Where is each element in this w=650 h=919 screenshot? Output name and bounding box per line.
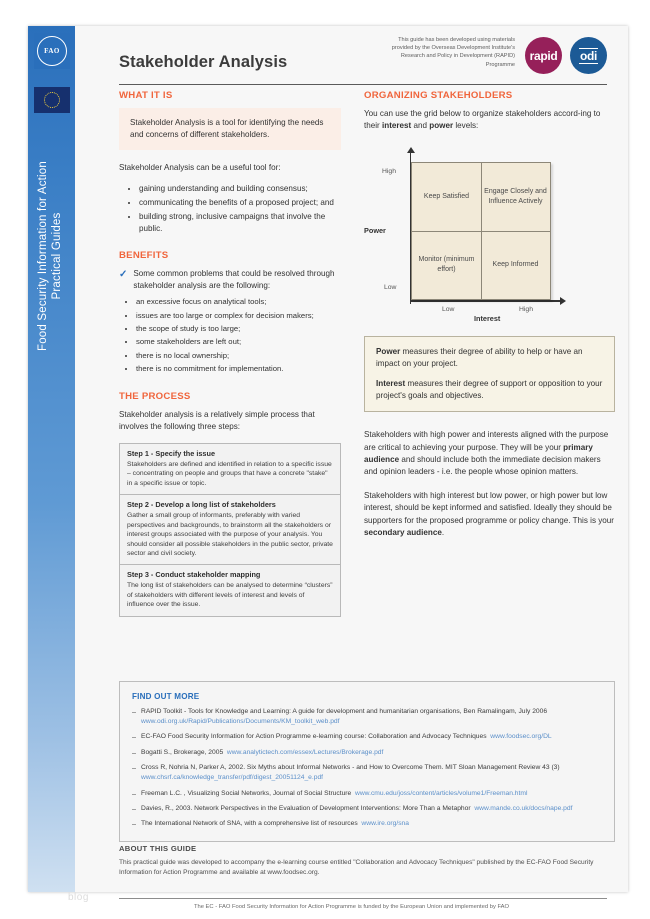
what-it-is-bullet-list [119,183,341,236]
definitions-box [364,336,615,412]
reference-link[interactable]: www.ire.org/sna [361,820,409,828]
definition-callout: Stakeholder Analysis is a tool for identifying the needs and concerns of different stakeholders. [119,108,341,150]
reference-link[interactable]: www.odi.org.uk/Rapid/Publications/Documents/KM_toolkit_web.pdf [141,718,340,726]
eu-stars-icon [44,92,60,108]
audience-paragraph-1 [364,429,615,478]
organizing-intro-e: levels: [453,121,479,131]
grid-x-axis [411,300,560,301]
grid-x-axis-label: Interest [474,314,501,324]
list-item [132,748,602,758]
grid-y-tick-high: High [382,168,396,176]
grid-x-tick-high: High [519,306,533,314]
step-text: The long list of stakeholders can be analysed to determine “clusters” of stakeholders with different levels of interest and levels of influence over the issue. [127,582,333,609]
step-text: Gather a small group of informants, preferably with varied perspectives and backgrounds, to brainstorm all the stakeholders or interest groups associated with the purpose of your analysis. You should consider all possible stakeholders in the public sector, private sector and civil society. [127,512,333,557]
list-item: • some stakeholders are left out; [136,336,341,348]
list-item: • the scope of study is too large; [136,323,341,335]
audience-p2-a: Stakeholders with high interest but low power, or high power but low interest, should be kept informed and satisfied. Ideally they should be supporters for the proposed programme or policy change. This is your [364,491,614,525]
dash-bullet-icon: – [132,788,136,798]
list-item: • there is no local ownership; [136,350,341,362]
dash-bullet-icon: – [132,763,136,773]
reference-text: Davies, R., 2003. Network Perspectives in the Evaluation of Development Interventions: More Than a Metaphor [141,805,471,813]
list-item [132,707,602,727]
reference-link[interactable]: www.analytictech.com/essex/Lectures/Brokerage.pdf [226,748,384,756]
check-icon: ✓ [119,268,128,280]
about-this-guide [119,844,615,877]
blog-watermark: blog [68,892,89,903]
reference-text: The International Network of SNA, with a comprehensive list of resources [141,820,358,828]
reference-link[interactable]: www.mande.co.uk/docs/nape.pdf [474,805,573,813]
list-item [132,789,602,799]
audience-secondary-term: secondary audience [364,527,442,537]
definition-power-term: Power [376,347,401,357]
definition-power [376,346,603,370]
dash-bullet-icon: – [132,819,136,829]
organizing-intro-a: You can use the grid below to organize stakeholders accord-ing to their [364,109,601,131]
section-heading-what-it-is: WHAT IT IS [119,90,173,101]
benefits-bullet-list [119,296,341,374]
organizing-term-interest: interest [382,121,412,131]
step-title: Step 3 - Conduct stakeholder mapping [127,570,261,580]
page-title: Stakeholder Analysis [119,53,288,71]
list-item: • an excessive focus on analytical tools; [136,296,341,308]
footer-divider [119,898,607,899]
list-item: • communicating the benefits of a proposed project; and [139,197,341,210]
audience-p2-c: . [441,527,445,537]
grid-y-axis-label: Power [364,226,386,236]
audience-p1-c: and should include both the immediate decision makers and opinion leaders - i.e. the people whose opinion matters. [364,454,601,477]
definition-interest-text: measures their degree of support or opposition to your project's goals and objectives. [376,379,603,401]
odi-logo [570,37,607,74]
benefits-lead-text: Some common problems that could be resolved through stakeholder analysis are the following: [133,268,335,291]
audience-paragraph-2 [364,490,615,539]
list-item: • there is no commitment for implementation. [136,363,341,375]
step-title: Step 1 - Specify the issue [127,449,215,459]
dash-bullet-icon: – [132,707,136,716]
about-text: This practical guide was developed to accompany the e-learning course entitled "Collaboration and Advocacy Techniques" published by the EC-FAO Food Security Information for Action Programme and available at www.foodsec.org. [119,859,594,876]
sidebar-series-line2: Practical Guides [51,212,63,300]
reference-text: RAPID Toolkit - Tools for Knowledge and Learning: A guide for development and humanitarian organisations, Ben Ramalingam, July 2006 [141,708,548,715]
grid-cell-low-power-high-interest: Keep Informed [492,261,539,269]
process-steps-box [119,443,341,616]
section-heading-benefits: BENEFITS [119,249,169,261]
audience-p1-a: Stakeholders with high power and interests aligned with the purpose are critical to achieving your purpose. They will be your [364,430,609,452]
list-item: • issues are too large or complex for decision makers; [136,310,341,322]
grid-y-tick-low: Low [384,284,397,292]
odi-logo-text: odi [579,48,598,63]
reference-text: Freeman L.C. , Visualizing Social Networks, Journal of Social Structure [141,789,352,797]
reference-link[interactable]: www.chsrf.ca/knowledge_transfer/pdf/digest_20051124_e.pdf [141,774,324,782]
benefits-lead-row [119,268,341,292]
process-intro: Stakeholder analysis is a relatively simple process that involves the following three steps: [119,409,315,431]
grid-matrix [411,162,551,300]
reference-link[interactable]: www.cmu.edu/joss/content/articles/volume1/Freeman.html [354,789,528,797]
organizing-term-power: power [429,121,454,131]
left-sidebar-rail [28,26,75,892]
reference-link[interactable]: www.foodsec.org/DL [490,733,552,741]
credit-note: This guide has been developed using materials provided by the Overseas Development Institute's Research and Policy in Development (RAPID) Programme [391,37,515,68]
list-item [132,763,602,783]
step-title: Step 2 - Develop a long list of stakeholders [127,500,276,510]
dash-bullet-icon: – [132,747,136,757]
sidebar-series-line1: Food Security Information for Action [37,161,49,352]
title-divider [119,84,607,85]
grid-cell-high-power-low-interest: Keep Satisfied [423,193,470,201]
reference-text: Bogatti S., Brokerage, 2005 [141,748,224,756]
list-item [132,804,602,814]
document-sheet [28,26,628,910]
list-item [132,732,602,742]
eu-flag-logo [34,87,70,113]
reference-text: Cross R, Nohria N, Parker A, 2002. Six Myths about Informal Networks - and How to Overcome Them. MIT Sloan Management Review 43 (3) [141,764,560,772]
audience-primary-term: primary audience [364,442,593,464]
left-column [119,90,341,617]
find-out-more-heading: FIND OUT MORE [132,692,200,701]
sidebar-series-title [36,111,64,401]
list-item: • building strong, inclusive campaigns that involve the public. [139,211,341,236]
dash-bullet-icon: – [132,732,136,742]
step-text: Stakeholders are defined and identified in relation to a specific issue – concentrating on people and groups that have a concrete "stake" in a specific issue or topic. [127,461,332,487]
power-interest-grid [364,148,615,326]
find-out-more-box [119,681,615,842]
right-column [364,90,615,547]
organizing-intro [364,108,615,132]
section-heading-the-process: THE PROCESS [119,390,191,402]
list-item: • gaining understanding and building consensus; [139,183,341,196]
document-header [75,26,628,100]
process-step-2 [120,494,340,564]
rapid-logo [525,37,562,74]
definition-interest-term: Interest [376,379,406,389]
footer-note: The EC - FAO Food Security Information for Action Programme is funded by the European Union and implemented by FAO [193,904,510,910]
fao-logo [34,33,70,69]
definition-power-text: measures their degree of ability to help or have an impact on your project. [376,347,583,369]
dash-bullet-icon: – [132,804,136,814]
process-step-1 [120,444,340,494]
rapid-logo-text: rapid [529,48,558,63]
fao-emblem-icon [37,36,67,66]
reference-text: EC-FAO Food Security Information for Action Programme e-learning course: Collaboration and Advocacy Techniques [141,733,487,741]
what-it-is-intro: Stakeholder Analysis can be a useful tool for: [119,163,281,173]
process-step-3 [120,564,340,615]
about-heading: ABOUT THIS GUIDE [119,844,197,853]
organizing-intro-c: and [411,121,430,131]
definition-interest [376,378,603,402]
grid-cell-high-power-high-interest: Engage Closely and Influence Actively [484,188,547,206]
fao-logo-text: FAO [44,46,60,55]
grid-x-tick-low: Low [442,306,455,314]
grid-cell-low-power-low-interest: Monitor (minimum effort) [418,256,475,274]
list-item [132,819,602,829]
section-heading-organizing-stakeholders: ORGANIZING STAKEHOLDERS [364,90,513,101]
